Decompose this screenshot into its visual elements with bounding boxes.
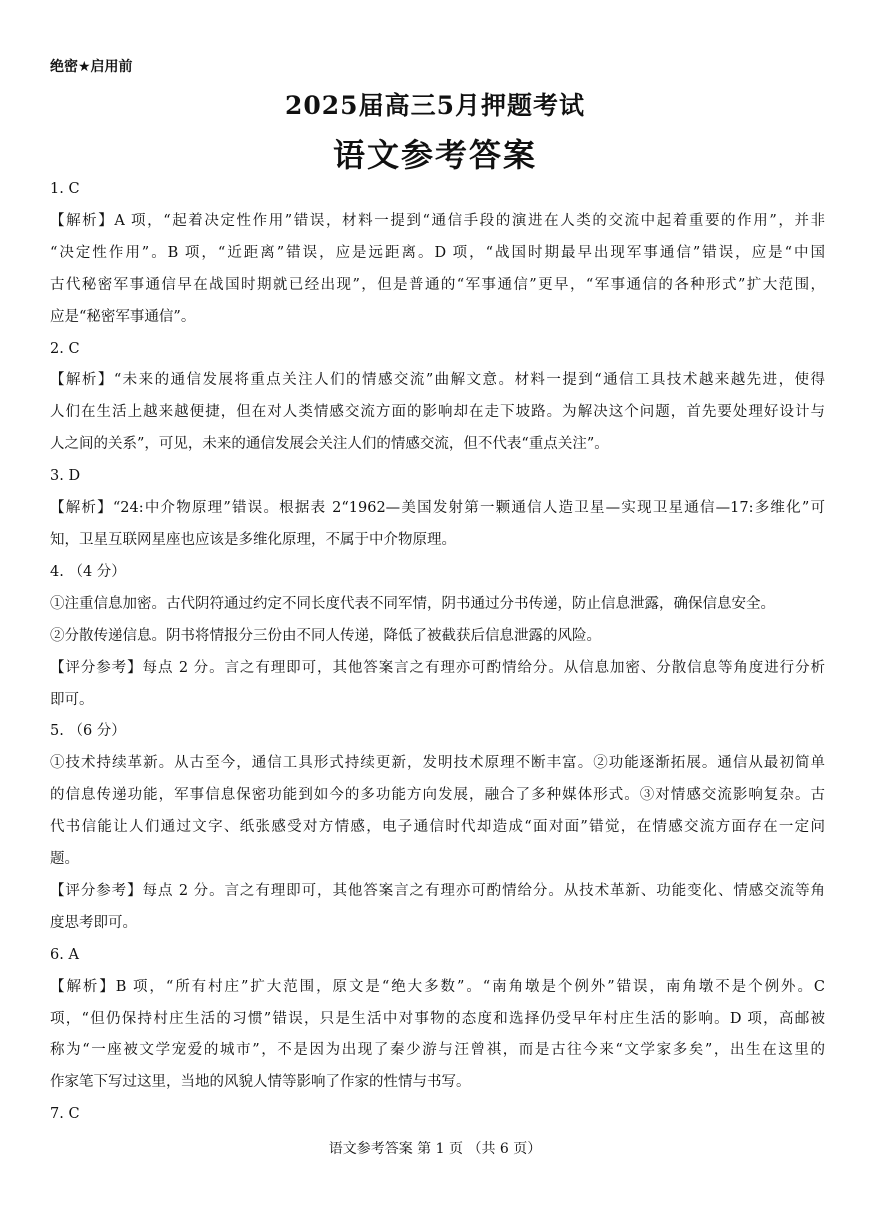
- scoring-reference: 【评分参考】每点 2 分。言之有理即可，其他答案言之有理亦可酌情给分。从信息加密、分散信息等角度进行分析: [50, 659, 825, 676]
- analysis-line: 作家笔下写过这里，当地的风貌人情等影响了作家的性情与书写。: [50, 1074, 471, 1091]
- analysis-line: 应是“秘密军事通信”。: [50, 308, 196, 325]
- question-number: 6. A: [50, 946, 79, 963]
- confidential-label: 绝密★启用前: [50, 59, 133, 75]
- analysis-line: 【解析】“24:中介物原理”错误。根据表 2“1962—美国发射第一颗通信人造卫星—实现卫星通信—17:多维化”可: [50, 500, 825, 517]
- analysis-line: 古代秘密军事通信早在战国时期就已经出现”，但是普通的“军事通信”更早，“军事通信的各种形式”扩大范围，: [50, 276, 825, 293]
- answer-point: ②分散传递信息。阴书将情报分三份由不同人传递，降低了被截获后信息泄露的风险。: [50, 627, 601, 644]
- analysis-line: 人们在生活上越来越便捷，但在对人类情感交流方面的影响却在走下坡路。为解决这个问题，首先要处理好设计与: [50, 404, 825, 421]
- question-number: 2. C: [50, 340, 80, 357]
- analysis-line: 知，卫星互联网星座也应该是多维化原理，不属于中介物原理。: [50, 531, 456, 548]
- analysis-line: 人之间的关系”，可见，未来的通信发展会关注人们的情感交流，但不代表“重点关注”。: [50, 436, 609, 453]
- analysis-line: 项，“但仍保持村庄生活的习惯”错误，只是生活中对事物的态度和选择仍受早年村庄生活的影响。D 项，高邮被: [50, 1010, 825, 1027]
- scoring-reference: 度思考即可。: [50, 914, 137, 931]
- analysis-line: 【解析】A 项，“起着决定性作用”错误，材料一提到“通信手段的演进在人类的交流中起着重要的作用”，并非: [50, 212, 825, 229]
- question-number: 7. C: [50, 1106, 80, 1123]
- answer-body: [50, 174, 825, 1131]
- question-number: 4. （4 分）: [50, 563, 126, 580]
- question-number: 1. C: [50, 181, 80, 197]
- scoring-reference: 【评分参考】每点 2 分。言之有理即可，其他答案言之有理亦可酌情给分。从技术革新、功能变化、情感交流等角: [50, 882, 825, 899]
- question-number: 5. （6 分）: [50, 723, 126, 740]
- analysis-line: “决定性作用”。B 项，“近距离”错误，应是远距离。D 项，“战国时期最早出现军事通信”错误，应是“中国: [50, 244, 825, 261]
- analysis-line: 称为“一座被文学宠爱的城市”，不是因为出现了秦少游与汪曾祺，而是古往今来“文学家多矣”，出生在这里的: [50, 1042, 825, 1059]
- page-footer: 语文参考答案 第 1 页 （共 6 页）: [328, 1141, 542, 1157]
- analysis-line: 【解析】B 项，“所有村庄”扩大范围，原文是“绝大多数”。“南角墩是个例外”错误，南角墩不是个例外。C: [50, 978, 825, 995]
- answer-point: ①注重信息加密。古代阴符通过约定不同长度代表不同军情，阴书通过分书传递，防止信息泄露，确保信息安全。: [50, 595, 775, 612]
- scoring-reference: 即可。: [50, 691, 94, 708]
- answer-point: ①技术持续革新。从古至今，通信工具形式持续更新，发明技术原理不断丰富。②功能逐渐拓展。通信从最初简单: [50, 755, 825, 772]
- answer-point: 的信息传递功能，军事信息保密功能到如今的多功能方向发展，融合了多种媒体形式。③对情感交流影响复杂。古: [50, 787, 825, 804]
- analysis-line: 【解析】“未来的通信发展将重点关注人们的情感交流”曲解文意。材料一提到“通信工具技术越来越先进，使得: [50, 372, 825, 389]
- answer-point: 题。: [50, 851, 79, 868]
- exam-title: 2025届高三5月押题考试: [285, 91, 585, 120]
- answer-point: 代书信能让人们通过文字、纸张感受对方情感，电子通信时代却造成“面对面”错觉，在情感交流方面存在一定问: [50, 819, 825, 836]
- document-title: 语文参考答案: [332, 136, 537, 174]
- question-number: 3. D: [50, 468, 81, 485]
